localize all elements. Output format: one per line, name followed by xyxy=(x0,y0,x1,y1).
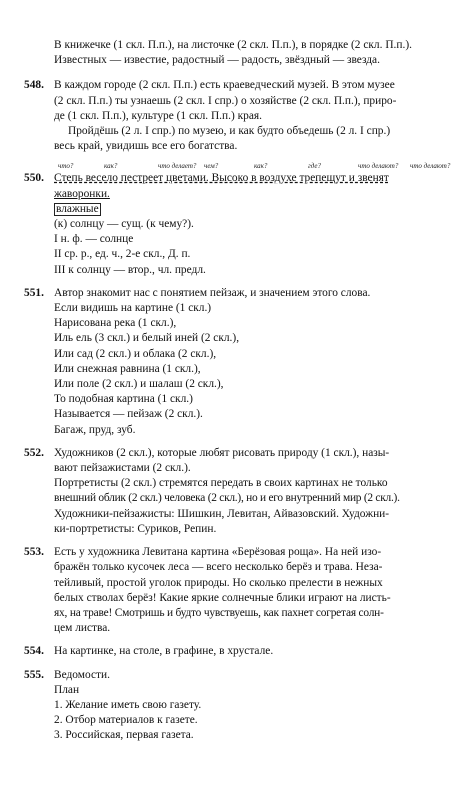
annotation: что? xyxy=(58,162,74,171)
text-line: (к) солнцу — сущ. (к чему?). xyxy=(54,218,194,231)
text-line: I н. ф. — солнце xyxy=(54,233,134,246)
text-line: цем листва. xyxy=(54,622,111,635)
poem-line: Или снежная равнина (1 скл.), xyxy=(54,362,201,375)
text-line: Художники-пейзажисты: Шишкин, Левитан, Айвазовский. Художни- xyxy=(54,507,390,520)
text-line: де (1 скл. П.п.), культуре (1 скл. П.п.) края. xyxy=(54,109,262,122)
poem-line: То подобная картина (1 скл.) xyxy=(54,393,193,406)
exercise-550 xyxy=(24,162,452,277)
text-line: III к солнцу — втор., чл. предл. xyxy=(54,263,206,276)
text-line: II ср. р., ед. ч., 2-е скл., Д. п. xyxy=(54,248,191,261)
text-line: Портретисты (2 скл.) стремятся передать в своих картинах не только xyxy=(54,477,388,490)
annotation: где? xyxy=(308,162,321,171)
annotation: как? xyxy=(254,162,268,171)
text-line: В книжечке (1 скл. П.п.), на листочке (2 скл. П.п.), в порядке (2 скл. П.п.). xyxy=(54,39,412,51)
text-line: Автор знакомит нас с понятием пейзаж, и значением этого слова. xyxy=(54,286,371,299)
poem-line: Если видишь на картине (1 скл.) xyxy=(54,302,212,315)
text-line: вают пейзажистами (2 скл.). xyxy=(54,462,191,475)
text-line: ях, на траве! Смотришь и будто чувствуешь, как пахнет согретая солн- xyxy=(54,606,384,619)
poem-line: Нарисована река (1 скл.), xyxy=(54,317,177,330)
exercise-number: 554. xyxy=(24,645,44,658)
text-line: Известных — известие, радостный — радость, звёздный — звезда. xyxy=(54,54,380,67)
question-annotations xyxy=(54,162,452,171)
poem-line: Называется — пейзаж (2 скл.). xyxy=(54,408,203,421)
exercise-number: 550. xyxy=(24,172,44,185)
text-line: Пройдёшь (2 л. I спр.) по музею, и как будто объедешь (2 л. I спр.) xyxy=(68,125,391,138)
plan-item: 2. Отбор материалов к газете. xyxy=(54,714,198,727)
text-line: В каждом городе (2 скл. П.п.) есть краеведческий музей. В этом музее xyxy=(54,79,395,92)
parsed-sentence: Степь весело пестреет цветами. Высоко в воздухе трепещут и звенят xyxy=(54,172,389,185)
annotation: что делают? xyxy=(358,162,399,171)
annotation: что делают? xyxy=(410,162,451,171)
poem-line: Или поле (2 скл.) и шалаш (2 скл.), xyxy=(54,378,224,391)
text-line: Ведомости. xyxy=(54,668,110,681)
poem-line: Или сад (2 скл.) и облака (2 скл.), xyxy=(54,347,217,360)
text-line: тейливый, простой уголок природы. Но сколько прелести в нежных xyxy=(54,576,383,589)
text-line: внешний облик (2 скл.) человека (2 скл.), но и его внутренний мир (2 скл.). xyxy=(54,492,400,505)
exercise-553 xyxy=(24,545,452,636)
word-morphemes: влажные xyxy=(56,202,99,215)
text-line: Художников (2 скл.), которые любят рисовать природу (1 скл.), назы- xyxy=(54,446,390,459)
exercise-551 xyxy=(24,286,452,438)
exercise-555 xyxy=(24,668,452,744)
text-line: ки-портретисты: Суриков, Репин. xyxy=(54,522,217,535)
text-line: На картинке, на столе, в графине, в хрустале. xyxy=(54,645,274,658)
text-line: белых стволах берёз! Какие яркие солнечные блики играют на листь- xyxy=(54,591,391,604)
annotation: что делает? xyxy=(158,162,197,171)
exercise-552 xyxy=(24,446,452,537)
annotation: как? xyxy=(104,162,118,171)
text-line: бражён только кусочек леса — всего несколько берёз и трава. Неза- xyxy=(54,561,383,574)
text-line: Есть у художника Левитана картина «Берёзовая роща». На ней изо- xyxy=(54,546,382,559)
exercise-continuation xyxy=(24,38,452,68)
exercise-number: 551. xyxy=(24,286,44,299)
parsed-sentence-end: жаворонки. xyxy=(54,187,110,200)
plan-title: План xyxy=(54,683,80,696)
poem-line: Иль ель (3 скл.) и белый иней (2 скл.), xyxy=(54,332,240,345)
exercise-554 xyxy=(24,644,452,659)
plan-item: 3. Российская, первая газета. xyxy=(54,729,194,742)
exercise-number: 555. xyxy=(24,668,44,681)
annotation: чем? xyxy=(204,162,219,171)
text-line: весь край, увидишь все его богатства. xyxy=(54,140,238,153)
plan-item: 1. Желание иметь свою газету. xyxy=(54,698,202,711)
text-line: Багаж, пруд, зуб. xyxy=(54,423,136,436)
exercise-548 xyxy=(24,78,452,154)
exercise-number: 552. xyxy=(24,446,44,459)
exercise-number: 553. xyxy=(24,546,44,559)
text-line: (2 скл. П.п.) ты узнаешь (2 скл. I спр.) о хозяйстве (2 скл. П.п.), приро- xyxy=(54,94,397,107)
exercise-number: 548. xyxy=(24,79,44,92)
